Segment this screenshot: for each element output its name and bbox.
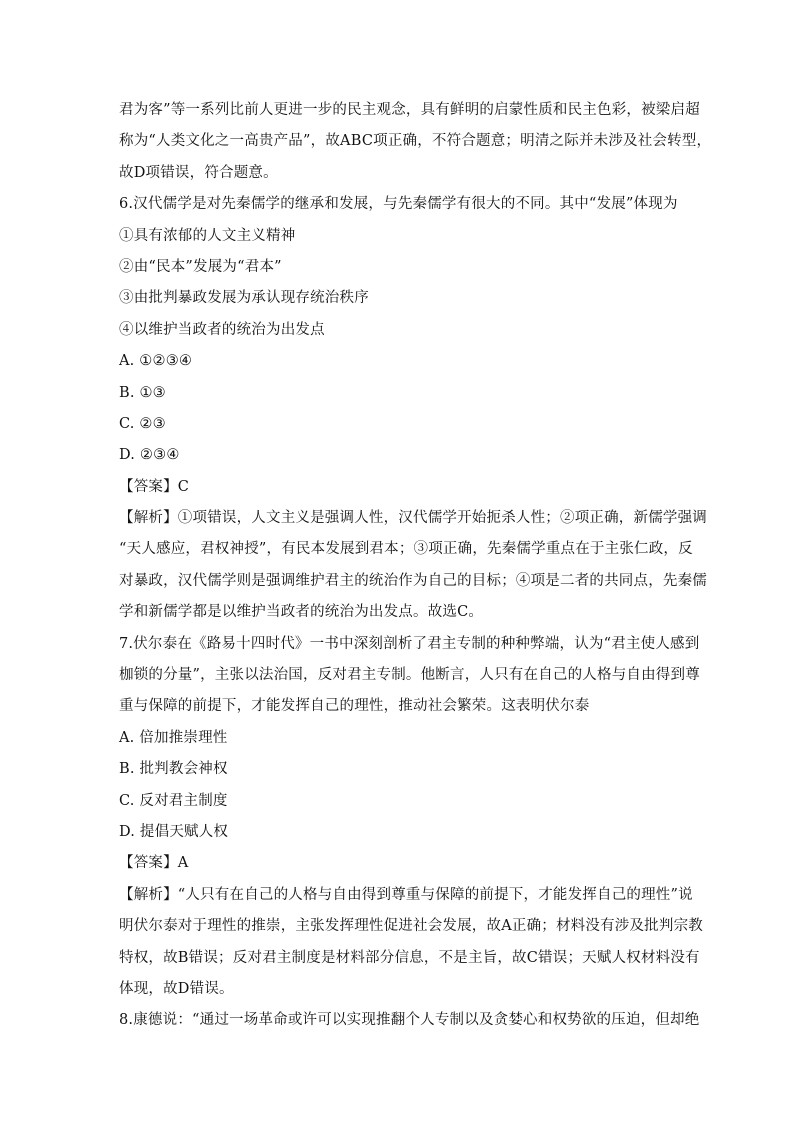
text-line: 君为客”等一系列比前人更进一步的民主观念，具有鲜明的启蒙性质和民主色彩，被梁启超 xyxy=(119,102,700,118)
question-6-item-1: ①具有浓郁的人文主义精神 xyxy=(119,227,296,244)
question-7-stem: 7.伏尔泰在《路易十四时代》一书中深刻剖析了君主专制的种种弊端，认为“君主使人感到 xyxy=(119,635,700,652)
question-6-option-b: B. ①③ xyxy=(119,384,166,401)
question-7-option-b: B. 批判教会神权 xyxy=(119,761,228,778)
question-6-stem: 6.汉代儒学是对先秦儒学的继承和发展，与先秦儒学有很大的不同。其中“发展”体现为 xyxy=(119,196,678,213)
question-6-option-a: A. ①②③④ xyxy=(119,353,193,370)
question-7-stem: 重与保障的前提下，才能发挥自己的理性，推动社会繁荣。这表明伏尔泰 xyxy=(119,698,590,715)
text-line: 称为“人类文化之一高贵产品”，故ABC项正确，不符合题意；明清之际并未涉及社会转型， xyxy=(119,133,712,150)
text-line: 故D项错误，符合题意。 xyxy=(119,164,278,181)
question-6-option-c: C. ②③ xyxy=(119,415,166,432)
question-6-item-2: ②由“民本”发展为“君本” xyxy=(119,258,282,275)
question-7-analysis: 【解析】“人只有在自己的人格与自由得到尊重与保障的前提下，才能发挥自己的理性”说 xyxy=(119,886,693,903)
question-7-stem: 枷锁的分量”，主张以法治国，反对君主专制。他断言，人只有在自己的人格与自由得到尊 xyxy=(119,667,700,684)
question-6-analysis: 学和新儒学都是以维护当政者的统治为出发点。故选C。 xyxy=(119,604,484,621)
question-6-item-3: ③由批判暴政发展为承认现存统治秩序 xyxy=(119,290,369,307)
question-6-option-d: D. ②③④ xyxy=(119,447,180,464)
question-7-option-d: D. 提倡天赋人权 xyxy=(119,823,229,840)
question-6-analysis: “天人感应，君权神授”，有民本发展到君本；③项正确，先秦儒学重点在于主张仁政，反 xyxy=(119,541,693,558)
question-6-analysis: 对暴政，汉代儒学则是强调维护君主的统治作为自己的目标；④项是二者的共同点，先秦儒 xyxy=(119,572,707,589)
question-7-answer: 【答案】A xyxy=(119,855,189,872)
question-7-analysis: 体现，故D错误。 xyxy=(119,980,234,997)
question-8-stem: 8.康德说：“通过一场革命或许可以实现推翻个人专制以及贪婪心和权势欲的压迫，但却绝 xyxy=(119,1012,700,1029)
question-7-option-c: C. 反对君主制度 xyxy=(119,792,228,809)
question-7-analysis: 明伏尔泰对于理性的推崇，主张发挥理性促进社会发展，故A正确；材料没有涉及批判宗教 xyxy=(119,918,703,935)
question-7-option-a: A. 倍加推崇理性 xyxy=(119,729,228,746)
question-7-analysis: 特权，故B错误；反对君主制度是材料部分信息，不是主旨，故C错误；天赋人权材料没有 xyxy=(119,949,700,966)
document-page xyxy=(119,95,712,1037)
question-6-item-4: ④以维护当政者的统治为出发点 xyxy=(119,321,325,338)
question-6-analysis: 【解析】①项错误，人文主义是强调人性，汉代儒学开始扼杀人性；②项正确，新儒学强调 xyxy=(119,510,707,527)
question-6-answer: 【答案】C xyxy=(119,478,190,495)
